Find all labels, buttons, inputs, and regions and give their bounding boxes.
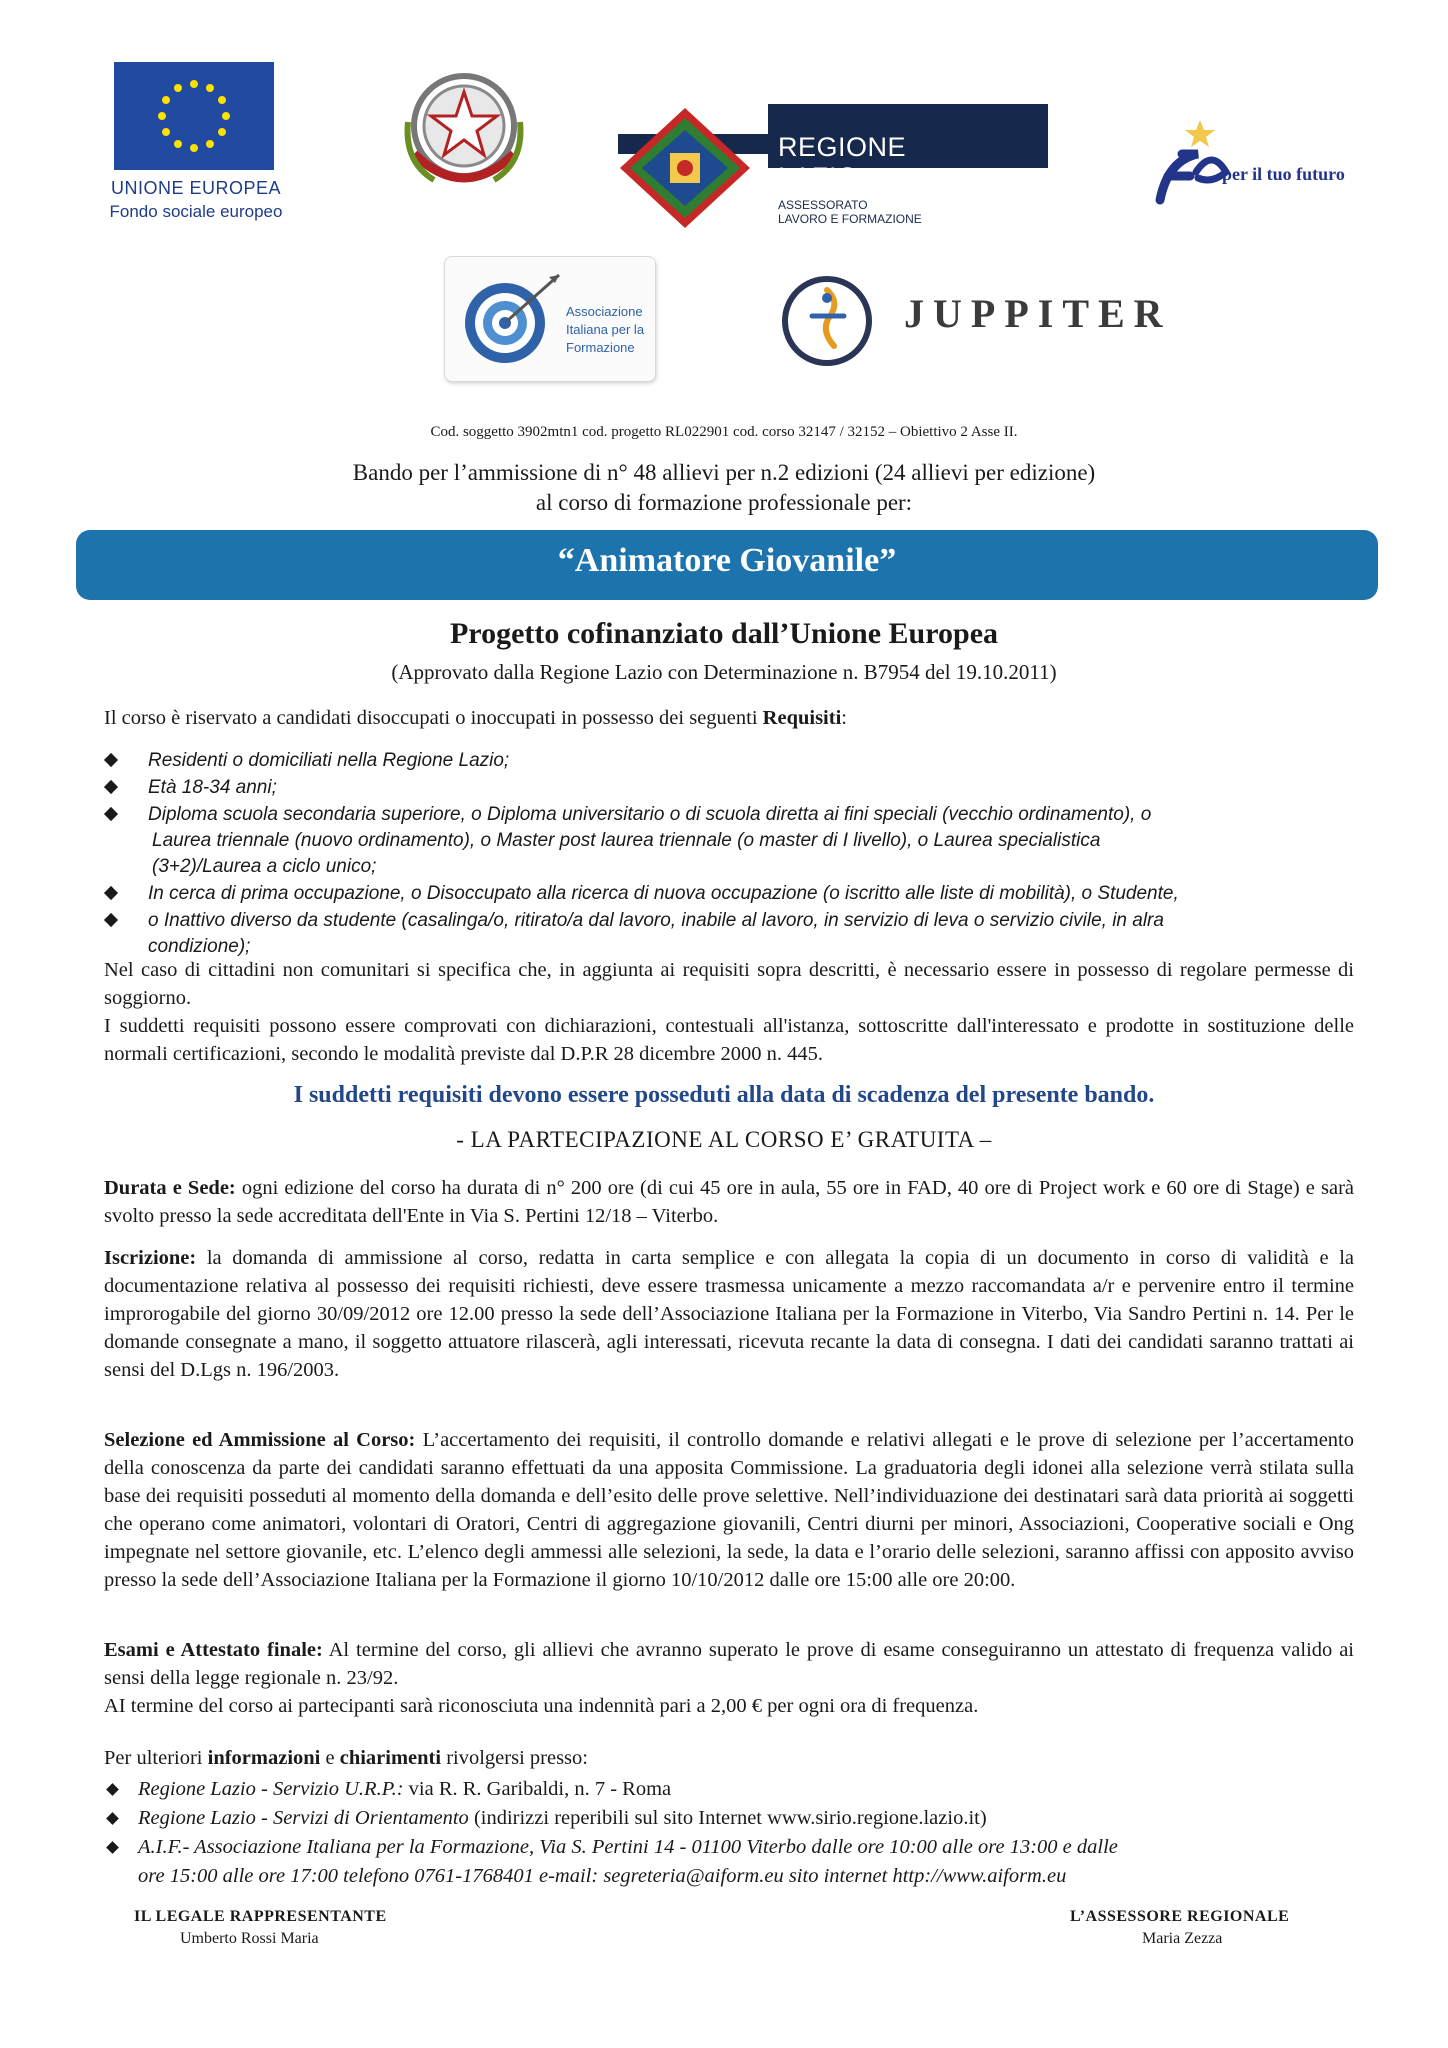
italian-republic-emblem-icon — [394, 62, 534, 202]
requirements-intro-end: : — [841, 707, 847, 729]
selezione-label: Selezione ed Ammissione al Corso: — [104, 1429, 416, 1451]
project-approval: (Approvato dalla Regione Lazio con Determinazione n. B7954 del 19.10.2011) — [391, 660, 1057, 684]
contacts-list — [104, 1775, 1354, 1891]
course-title-banner — [76, 530, 1378, 600]
eu-logo-line2: Fondo sociale europeo — [109, 202, 283, 221]
contacts-intro — [104, 1744, 1354, 1772]
requirement-continuation: condizione); — [148, 936, 251, 957]
diamond-bullet-icon — [104, 913, 118, 927]
iscrizione-label: Iscrizione: — [104, 1247, 197, 1269]
requirement-text: Residenti o domiciliati nella Regione Lazio; — [148, 750, 510, 771]
diamond-bullet-icon — [106, 1841, 119, 1854]
juppiter-name: JUPPITER — [904, 291, 1172, 336]
bando-line1: Bando per l’ammissione di n° 48 allievi per n.2 edizioni (24 allievi per edizione) — [352, 460, 1096, 485]
list-item — [104, 1804, 1354, 1833]
requirements-intro-bold: Requisiti — [762, 707, 842, 729]
list-item — [104, 1775, 1354, 1804]
legal-representative-role: IL LEGALE RAPPRESENTANTE — [134, 1908, 387, 1925]
contact-urp-name: Regione Lazio - Servizio U.R.P.: — [138, 1778, 404, 1800]
esami-label: Esami e Attestato finale: — [104, 1639, 323, 1661]
non-eu-note: Nel caso di cittadini non comunitari si specifica che, in aggiunta ai requisiti sopra descritti, è necessario essere in possesso di regolare permesse di soggiorno. — [104, 959, 1354, 1009]
proof-note: I suddetti requisiti possono essere comprovati con dichiarazioni, contestuali all'istanza, sottoscritte dall'interessato e prodotte in sostituzione delle normali certificazioni, secondo le modalità previste dal D.P.R 28 dicembre 2000 n. 445. — [104, 1015, 1354, 1065]
contacts-intro-e: rivolgersi presso: — [441, 1747, 588, 1769]
diamond-bullet-icon — [104, 753, 118, 767]
section-selezione — [104, 1426, 1354, 1594]
list-item — [104, 775, 1354, 801]
section-iscrizione — [104, 1244, 1354, 1384]
list-item — [104, 802, 1354, 880]
contacts-intro-d: chiarimenti — [339, 1747, 442, 1769]
durata-text: ogni edizione del corso ha durata di n° 200 ore (di cui 45 ore in aula, 55 ore in FAD, 40 ore di Project work e 60 ore di Stage) e sarà svolto presso la sede accreditata dell'Ente in Via S. Pertini 12/18 – Viterbo. — [104, 1177, 1354, 1227]
eu-logo-line1: UNIONE EUROPEA — [110, 178, 282, 198]
requirement-text: In cerca di prima occupazione, o Disoccupato alla ricerca di nuova occupazione (o iscritto alle liste di mobilità), o Studente, — [148, 883, 1179, 904]
diamond-bullet-icon — [106, 1812, 119, 1825]
legal-representative-name: Umberto Rossi Maria — [180, 1930, 319, 1947]
requirement-continuation: Laurea triennale (nuovo ordinamento), o Master post laurea triennale (o master di I livello), o Laurea specialistica — [152, 830, 1101, 851]
requirement-continuation: (3+2)/Laurea a ciclo unico; — [152, 856, 377, 877]
juppiter-emblem-icon — [782, 276, 872, 366]
contacts-intro-a: Per ulteriori — [104, 1747, 208, 1769]
lazio-line2: LAZIO — [778, 162, 859, 192]
esami-text: Al termine del corso, gli allievi che avranno superato le prove di esame conseguiranno un attestato di frequenza valido ai sensi della legge regionale n. 23/92. — [104, 1639, 1354, 1689]
contact-aif-line2: ore 15:00 alle ore 17:00 telefono 0761-1768401 e-mail: segreteria@aiform.eu sito internet http://www.aiform.eu — [138, 1865, 1067, 1887]
bando-line2: al corso di formazione professionale per: — [535, 490, 913, 515]
contact-orientamento-info: (indirizzi reperibili sul sito Internet www.sirio.regione.lazio.it) — [468, 1807, 987, 1829]
regional-assessor-role: L’ASSESSORE REGIONALE — [1070, 1908, 1290, 1925]
contact-urp-address: via R. R. Garibaldi, n. 7 - Roma — [403, 1778, 672, 1800]
diamond-bullet-icon — [104, 780, 118, 794]
contacts-intro-c: e — [320, 1747, 340, 1769]
requirement-text: o Inattivo diverso da studente (casalinga/o, ritirato/a dal lavoro, inabile al lavoro, in servizio di leva o servizio civile, in alra — [148, 910, 1164, 931]
lazio-line4: LAVORO E FORMAZIONE — [778, 212, 922, 226]
requirement-text: Età 18-34 anni; — [148, 777, 277, 798]
aif-line1: Associazione — [566, 304, 643, 319]
course-codes: Cod. soggetto 3902mtn1 cod. progetto RL022901 cod. corso 32147 / 32152 – Obiettivo 2 Asse II. — [430, 424, 1018, 440]
list-item — [104, 748, 1354, 774]
project-title: Progetto cofinanziato dall’Unione Europea — [449, 617, 999, 650]
aif-line3: Formazione — [566, 340, 635, 355]
list-item — [104, 908, 1354, 960]
list-item — [104, 1833, 1354, 1891]
iscrizione-text: la domanda di ammissione al corso, redatta in carta semplice e con allegata la copia di un documento in corso di validità e la documentazione relativa al possesso dei requisiti richiesti, deve essere trasmessa unicamente a mezzo raccomandata a/r e pervenire entro il termine improrogabile del giorno 30/09/2012 ore 12.00 presso la sede dell’Associazione Italiana per la Formazione in Viterbo, Via Sandro Pertini n. 14. Per le domande consegnate a mano, il soggetto attuatore rilascerà, agli interessati, ricevuta recante la data di consegna. I dati dei candidati saranno trattati ai sensi del D.Lgs n. 196/2003. — [104, 1247, 1354, 1381]
requirements-list — [104, 748, 1354, 961]
lazio-line1: REGIONE — [778, 132, 907, 162]
selezione-text: L’accertamento dei requisiti, il controllo domande e relativi allegati e le prove di selezione per l’accertamento della conoscenza da parte dei candidati saranno effettuati da una apposita Commissione. La graduatoria degli idonei alla selezione verrà stilata sulla base dei requisiti posseduti al momento della domanda e dell’esito delle prove selettive. Nell’individuazione dei destinatari sarà data priorità ai soggetti che operano come animatori, volontari di Oratori, Centri di aggregazione giovanili, Centri diurni per minori, Associazioni, Cooperative sociali e Ong impegnate nel settore giovanile, etc. L’elenco degli ammessi alle selezioni, la sede, la data e l’orario delle selezioni, saranno affissi con apposito avviso presso la sede dell’Associazione Italiana per la Formazione il giorno 10/10/2012 dalle ore 15:00 alle ore 20:00. — [104, 1429, 1355, 1591]
durata-label: Durata e Sede: — [104, 1177, 236, 1199]
eu-flag-icon — [114, 62, 274, 170]
course-title: “Animatore Giovanile” — [557, 542, 897, 579]
deadline-note: I suddetti requisiti devono essere posseduti alla data di scadenza del presente bando. — [293, 1082, 1155, 1108]
regional-assessor-name: Maria Zezza — [1142, 1930, 1223, 1947]
section-esami — [104, 1636, 1354, 1692]
fse-tagline: per il tuo futuro — [1222, 164, 1345, 184]
requirements-intro-text: Il corso è riservato a candidati disoccupati o inoccupati in possesso dei seguenti — [104, 707, 763, 729]
aif-line2: Italiana per la — [566, 322, 645, 337]
target-icon — [455, 267, 565, 371]
requirements-intro — [104, 704, 1354, 732]
republic-emblem-label: REPUBBLICA ITALIANA — [420, 183, 508, 192]
contact-orientamento-name: Regione Lazio - Servizi di Orientamento — [138, 1807, 469, 1829]
diamond-bullet-icon — [106, 1783, 119, 1796]
lazio-line3: ASSESSORATO — [778, 198, 868, 212]
aif-logo — [444, 256, 656, 382]
section-durata — [104, 1174, 1354, 1230]
contacts-intro-b: informazioni — [207, 1747, 321, 1769]
diamond-bullet-icon — [104, 807, 118, 821]
diamond-bullet-icon — [104, 886, 118, 900]
indennita-note: AI termine del corso ai partecipanti sarà riconosciuta una indennità pari a 2,00 € per ogni ora di frequenza. — [104, 1695, 979, 1717]
requirement-text: Diploma scuola secondaria superiore, o Diploma universitario o di scuola diretta ai fini speciali (vecchio ordinamento), o — [148, 804, 1152, 825]
contact-aif-line1: A.I.F.- Associazione Italiana per la Formazione, Via S. Pertini 14 - 01100 Viterbo dalle ore 10:00 alle ore 13:00 e dalle — [138, 1836, 1118, 1858]
free-participation: - LA PARTECIPAZIONE AL CORSO E’ GRATUITA – — [456, 1127, 992, 1152]
list-item — [104, 881, 1354, 907]
regione-lazio-crest-icon — [620, 108, 750, 228]
